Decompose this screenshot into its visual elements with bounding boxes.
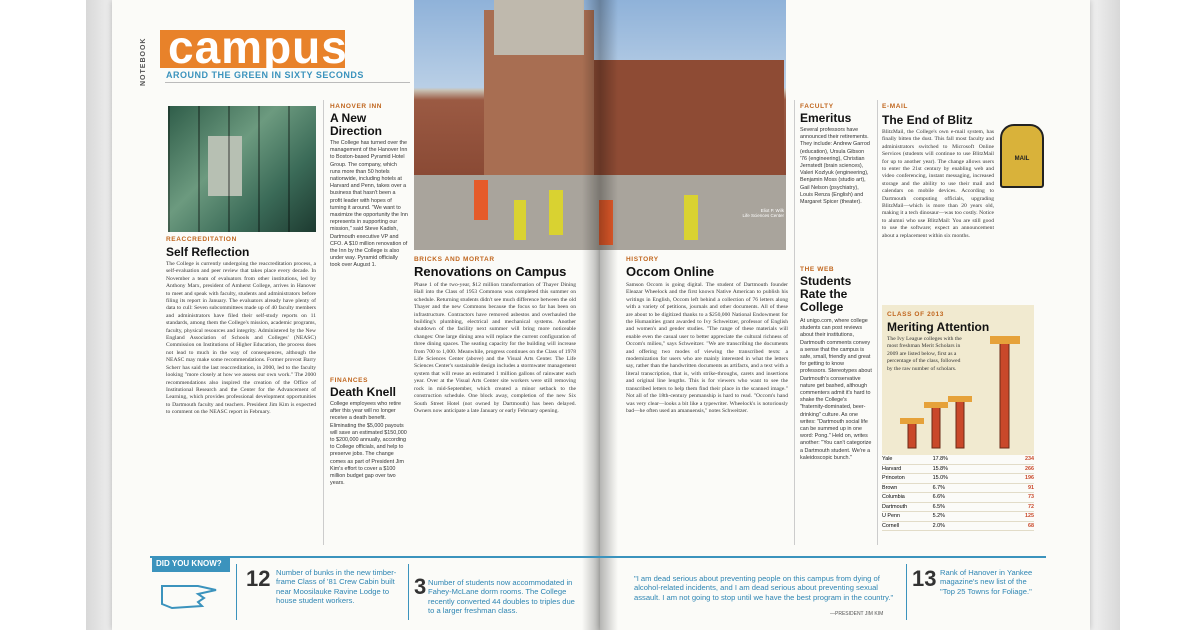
merit-bar — [932, 406, 940, 448]
headline-renovations: Renovations on Campus — [414, 264, 567, 279]
binding-gutter — [582, 0, 618, 630]
kicker-finances: FINANCES — [330, 377, 369, 384]
school-name: Harvard — [882, 465, 902, 472]
school-name: Columbia — [882, 494, 905, 500]
table-row — [882, 474, 1034, 484]
headline-emeritus: Emeritus — [800, 111, 852, 125]
story-self-reflection: The College is currently undergoing the reaccreditation process, a self-evaluation and peer review that takes place every decade. In November a team of evaluators from other institutions, led by Anthony Marx, president of Amherst College, arrives in Hanover to meet and speak with faculty, students and administrators before filing its report in January. The evaluators already have plenty of data to cull: Seven subcommittees made up of 40 faculty members and administrators have filed their self-study reports on 11 standards, among them the College's mission, academic programs, faculty, physical resources and integrity. Administered by the New England Association of Schools and Colleges' (NEASC) Commission on Institutions of Higher Education, the process does not lead to much in the way of consequences, although the NEASC may make some recommendations. Former provost Barry Scherr has said the last reaccreditation, in 2000, led to the faculty looking "more closely at how we assess our own work." The 2000 recommendations also inspired the creation of the Office of Institutional Research and the Center for the Advancement of Learning, which provides professional development opportunities to Dartmouth faculty and teachers. President Jim Kim is expected to comment on the NEASC report in February. — [166, 261, 316, 416]
kicker-hanover-inn: HANOVER INN — [330, 103, 383, 110]
fact-divider — [906, 564, 907, 620]
window-mullions — [168, 106, 316, 232]
school-name: Princeton — [882, 475, 905, 481]
mailbox-icon — [1000, 124, 1044, 188]
kicker-reaccreditation: REACCREDITATION — [166, 236, 237, 243]
headline-death-knell: Death Knell — [330, 385, 397, 399]
kicker-class-2013: CLASS OF 2013 — [887, 311, 944, 318]
story-emeritus: Several professors have announced their retirements. They include: Andrew Garrod (education), Ursula Gibson '76 (engineering), Christian Jernstedt (brain sciences), Valeri Kozlyuk (engineering), Benjamin Moss (studio art), Gail Nelson (psychiatry), Louis Renza (English) and Margaret Spicer (theater). — [800, 127, 870, 206]
headline-meriting: Meriting Attention — [887, 320, 990, 334]
worker-figure — [549, 190, 563, 235]
building-top — [494, 0, 584, 55]
pct-value: 6.7% — [932, 484, 945, 491]
merit-bar-cap — [948, 396, 972, 402]
story-end-of-blitz: BlitzMail, the College's own e-mail system, has finally bitten the dust. This fall most faculty and administrators switched to Microsoft Online Services (students will continue to use BlitzMail for up to another year). The change allows users to enter the 21st century by enabling web and video conferencing, instant messaging, increased storage and the ability to use their mail and calendars on mobile devices. According to Dartmouth computing officials, upgrading BlitzMail—which is more than 20 years old, making it a tech dinosaur—was too costly. Notice to alumni who use BlitzMail: You are still good to use the software; expect an announcement about a replacement within six months. — [882, 129, 994, 239]
fact-number: 12 — [246, 566, 271, 591]
meriting-intro: The Ivy League colleges with the most freshman Merit Scholars in 2009 are listed below, first as a percentage of the class, followed by the raw number of scholars. — [887, 336, 962, 372]
headline-self-reflection: Self Reflection — [166, 245, 250, 259]
scholar-count: 266 — [1025, 465, 1035, 472]
scholar-count: 91 — [1028, 484, 1035, 491]
table-row — [882, 465, 1034, 475]
column-divider — [323, 100, 324, 545]
header-rule — [165, 82, 410, 83]
window-photo — [168, 106, 316, 232]
headline-occom: Occom Online — [626, 264, 715, 279]
school-name: Yale — [882, 456, 893, 462]
quote-attribution: —PRESIDENT JIM KIM — [830, 611, 884, 617]
kicker-email: E-MAIL — [882, 103, 908, 110]
section-tag: NOTEBOOK — [140, 37, 147, 86]
school-name: U Penn — [882, 513, 900, 519]
pct-value: 6.6% — [932, 494, 945, 500]
fact-divider — [236, 564, 237, 620]
merit-bar-graphic — [888, 330, 1034, 452]
story-new-direction: The College has turned over the management of the Hanover Inn to Boston-based Pyramid Hotel Group. The company, which runs more than 50 hotels nationwide, including hotels at Harvard and Penn, takes over a business that hasn't been a profit leader with hopes of turning it around. "We want to maximize the opportunity the Inn represents in supporting our mission," said Steve Kadish, Dartmouth executive VP and CFO. A $10 million renovation of the Inn by the College is also under way. Pyramid officially took over August 1. — [330, 140, 408, 269]
mailbox-label: MAIL — [1014, 156, 1030, 162]
merit-bar-cap — [924, 402, 948, 408]
kicker-the-web: THE WEB — [800, 266, 835, 273]
scholar-count: 72 — [1028, 503, 1035, 510]
headline-new-direction: A New Direction — [330, 111, 383, 138]
pct-value: 17.8% — [932, 456, 948, 462]
school-name: Cornell — [882, 522, 900, 529]
kim-quote: "I am dead serious about preventing people on this campus from dying of alcohol-related incidents, and I am dead serious about preventing sexual assault. I am not going to stop until we have the best program in the country." — [634, 574, 894, 602]
headline-students-rate: Students Rate the College — [800, 274, 852, 314]
fact-number: 3 — [414, 574, 427, 599]
page-subtitle: AROUND THE GREEN IN SIXTY SECONDS — [166, 70, 364, 80]
worker-figure — [474, 180, 488, 220]
merit-bar — [908, 422, 916, 448]
merit-bar — [1000, 342, 1009, 448]
table-row — [882, 503, 1034, 513]
fact-text: Number of students now accommodated in Fahey-McLane dorm rooms. The College recently converted 44 doubles to triples due to a larger freshman class. — [428, 578, 575, 616]
pct-value: 15.8% — [932, 465, 948, 472]
fact-text: Rank of Hanover in Yankee magazine's new list of the "Top 25 Towns for Foliage." — [940, 568, 1033, 596]
pct-value: 15.0% — [932, 475, 948, 481]
worker-figure — [514, 200, 526, 240]
table-row — [882, 522, 1034, 532]
fact-number: 13 — [912, 566, 937, 591]
pct-value: 5.2% — [932, 513, 945, 519]
school-name: Dartmouth — [882, 503, 908, 510]
kicker-history: HISTORY — [626, 256, 659, 263]
story-students-rate: At unigo.com, where college students can post reviews about their institutions, Dartmouth comments convey a sense that the campus is safe, small, friendly and great for getting to know professors. Stereotypes about Dartmouth's conservative nature get bashed, although commenters admit it's hard to shake the College's "fraternity-dominated, beer-drinking" culture. As one writes: "Dartmouth social life can be summed up in one word: Pong." Held on, writes another: "You can't categorize a Dartmouth student. We're a kaleidoscopic bunch." — [800, 318, 872, 461]
did-you-know-label: DID YOU KNOW? — [152, 556, 230, 572]
table-row — [882, 512, 1034, 522]
scholar-count: 234 — [1025, 456, 1035, 462]
photo-credit: Eliot P. Wilk Life Sciences Center — [742, 208, 784, 218]
table-row — [882, 493, 1034, 503]
column-divider — [877, 100, 878, 545]
merit-bar-cap — [900, 418, 924, 424]
merit-bar-cap — [990, 336, 1020, 344]
merit-table — [882, 455, 1034, 531]
scholar-count: 196 — [1025, 475, 1035, 481]
pct-value: 2.0% — [932, 522, 945, 529]
fact-text: Number of bunks in the new timber-frame Class of '81 Crew Cabin built near Moosilauke Ravine Lodge to house student workers. — [276, 568, 397, 606]
spread-edge-right — [1090, 0, 1120, 630]
pct-value: 6.5% — [932, 503, 945, 510]
table-row — [882, 484, 1034, 494]
kicker-faculty: FACULTY — [800, 103, 834, 110]
story-occom: Samson Occom is going digital. The student of Dartmouth founder Eleazar Wheelock and the first known Native American to publish his writings in English, Occom left behind a collection of 76 letters along with a variety of petitions, journals and other documents. All of these are about to be digitized thanks to a $250,000 National Endowment for the Humanities grant awarded to Ivy Schweitzer, professor of English and women's and gender studies. "The range of these materials will enable even the casual user to better appreciate the cultural richness of Occom's milieu," says Schweitzer. "We are transcribing the documents and offering two modes of viewing the transcribed texts: a modernization for users who are mainly interested in what the letters say, rather than the handwritten documents as artifacts, and a text with a literal transcription, that is, with strike-throughs, carets and insertions and original line lengths. This is for viewers who want to see the transcribed letters to help them find their place in the scanned image." Not all of the 18th-century penmanship is hard to read. "Occom's hand was very clear—looks a bit like a typewriter. Wheelock's is notoriously bad—he often used an amanuensis," notes Schweitzer. — [626, 282, 788, 414]
page-title: campus — [168, 21, 348, 73]
fact-divider — [408, 564, 409, 620]
story-death-knell: College employees who retire after this year will no longer receive a death benefit. Eliminating the $5,000 payouts will save an estimated $150,000 to $200,000 annually, according to College officials, and help to preserve jobs. The change comes as part of President Jim Kim's effort to cover a $100 million budget gap over two years. — [330, 401, 407, 487]
merit-bar — [956, 400, 964, 448]
scholar-count: 68 — [1028, 522, 1035, 529]
table-row — [882, 455, 1034, 465]
scholar-count: 125 — [1025, 513, 1035, 519]
column-divider — [794, 100, 795, 545]
school-name: Brown — [882, 484, 898, 491]
scholar-count: 73 — [1028, 494, 1035, 500]
kicker-bricks-mortar: BRICKS AND MORTAR — [414, 256, 495, 263]
headline-end-of-blitz: The End of Blitz — [882, 113, 973, 127]
story-renovations: Phase 1 of the two-year, $12 million transformation of Thayer Dining Hall into the Class of 1953 Commons was completed this summer on schedule. Returning students didn't see much difference between the old Thayer and the new Commons because the focus so far has been on infrastructure. Contractors have removed asbestos and overhauled the building's plumbing, electrical and mechanical systems. Another shutdown of the facility next summer will bring more noticeable changes: One large dining area will replace the current configuration of three dining spaces. The seating capacity for the building will increase from 700 to 1,000. Meanwhile, progress continues on the Class of 1978 Life Sciences Center (above) and the Visual Arts Center. The Life Sciences Center's sustainable design includes a stormwater management system that will reuse an estimated 1 million gallons of rainwater each year. Over at the Visual Arts Center site workers were still removing rock in mid-September, which created a minor setback to the construction schedule. One block away, completion of the new Six South Street Hotel (not owned by Dartmouth) has been delayed. Owners now anticipate a late January or early February opening. — [414, 282, 576, 414]
worker-figure — [684, 195, 698, 240]
pointing-hand-icon — [158, 576, 224, 612]
